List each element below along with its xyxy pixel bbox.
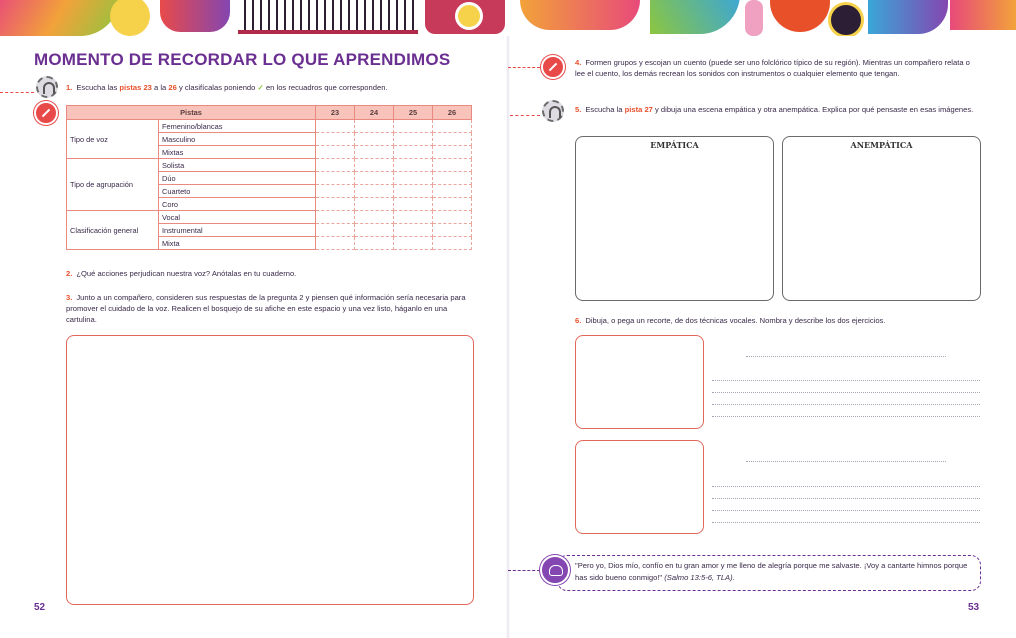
row-group-label: Tipo de agrupación — [67, 159, 159, 211]
answer-cell[interactable] — [394, 159, 433, 172]
answer-cell[interactable] — [316, 159, 355, 172]
answer-cell[interactable] — [316, 198, 355, 211]
description-line[interactable] — [712, 486, 980, 487]
answer-cell[interactable] — [316, 237, 355, 250]
decorative-banner — [0, 0, 1016, 36]
answer-cell[interactable] — [433, 224, 472, 237]
question-1: 1. Escucha las pistas 23 a la 26 y clasifícalas poniendo ✓ en los recuadros que corresponden. — [66, 83, 388, 92]
answer-cell[interactable] — [394, 133, 433, 146]
answer-cell[interactable] — [355, 146, 394, 159]
row-group-label: Clasificación general — [67, 211, 159, 250]
pencil-icon — [541, 55, 565, 79]
row-group-label: Tipo de voz — [67, 120, 159, 159]
answer-cell[interactable] — [316, 146, 355, 159]
question-3: 3. Junto a un compañero, consideren sus respuestas de la pregunta 2 y piensen qué información sería necesaria para promover el cuidado de la voz. Realicen el bosquejo de su afiche en este espacio y una vez listo, háganlo en una cartulina. — [66, 293, 466, 324]
answer-cell[interactable] — [355, 159, 394, 172]
row-label: Dúo — [159, 172, 316, 185]
answer-cell[interactable] — [394, 237, 433, 250]
name-line-2[interactable] — [746, 461, 946, 462]
page-title: MOMENTO DE RECORDAR LO QUE APRENDIMOS — [34, 50, 451, 69]
description-line[interactable] — [712, 498, 980, 499]
headphones-icon — [36, 76, 58, 98]
answer-cell[interactable] — [433, 237, 472, 250]
column-header: 24 — [355, 106, 394, 120]
answer-cell[interactable] — [394, 120, 433, 133]
bible-quote: "Pero yo, Dios mío, confío en tu gran amor y me lleno de alegría porque me salvaste. ¡Voy a cantarte himnos porque has sido bueno conmigo!" (Salmo 13:5-6, TLA). — [575, 561, 968, 582]
row-label: Mixta — [159, 237, 316, 250]
answer-cell[interactable] — [433, 120, 472, 133]
answer-cell[interactable] — [355, 237, 394, 250]
answer-cell[interactable] — [433, 133, 472, 146]
column-header: 26 — [433, 106, 472, 120]
answer-cell[interactable] — [433, 159, 472, 172]
row-label: Femenino/blancas — [159, 120, 316, 133]
poster-sketch-area[interactable] — [66, 335, 474, 605]
description-line[interactable] — [712, 416, 980, 417]
divider — [510, 115, 540, 116]
question-6: 6. Dibuja, o pega un recorte, de dos técnicas vocales. Nombra y describe los dos ejercicios. — [575, 316, 886, 325]
question-5: 5. Escucha la pista 27 y dibuja una escena empática y otra anempática. Explica por qué pensaste en esas imágenes. — [575, 105, 974, 114]
table-header: Pistas — [67, 106, 316, 120]
description-line[interactable] — [712, 392, 980, 393]
description-line[interactable] — [712, 522, 980, 523]
page-spine — [506, 36, 510, 638]
answer-cell[interactable] — [355, 120, 394, 133]
question-4: 4. Formen grupos y escojan un cuento (puede ser uno folclórico típico de su región). Mientras un compañero relata o lee el cuento, los demás recrean los sonidos con instrumentos o cualquier elemento que tengan. — [575, 58, 970, 78]
pencil-icon — [34, 101, 58, 125]
name-line-1[interactable] — [746, 356, 946, 357]
anempathic-drawing-box[interactable] — [782, 136, 981, 301]
row-label: Masculino — [159, 133, 316, 146]
answer-cell[interactable] — [394, 198, 433, 211]
answer-cell[interactable] — [433, 146, 472, 159]
description-line[interactable] — [712, 404, 980, 405]
answer-cell[interactable] — [355, 185, 394, 198]
answer-cell[interactable] — [316, 224, 355, 237]
divider — [0, 92, 34, 93]
answer-cell[interactable] — [394, 211, 433, 224]
answer-cell[interactable] — [316, 133, 355, 146]
classification-table — [66, 105, 472, 250]
divider — [508, 67, 540, 68]
column-header: 25 — [394, 106, 433, 120]
technique-1-drawing-box[interactable] — [575, 335, 704, 429]
answer-cell[interactable] — [394, 185, 433, 198]
heart-praise-icon — [540, 555, 570, 585]
answer-cell[interactable] — [394, 224, 433, 237]
answer-cell[interactable] — [355, 224, 394, 237]
answer-cell[interactable] — [316, 120, 355, 133]
answer-cell[interactable] — [316, 185, 355, 198]
page-number: 53 — [968, 602, 980, 613]
answer-cell[interactable] — [316, 172, 355, 185]
row-label: Vocal — [159, 211, 316, 224]
row-label: Mixtas — [159, 146, 316, 159]
row-label: Solista — [159, 159, 316, 172]
answer-cell[interactable] — [355, 211, 394, 224]
empathic-drawing-box[interactable] — [575, 136, 774, 301]
answer-cell[interactable] — [394, 172, 433, 185]
question-2: 2. ¿Qué acciones perjudican nuestra voz? Anótalas en tu cuaderno. — [66, 269, 297, 278]
answer-cell[interactable] — [433, 211, 472, 224]
answer-cell[interactable] — [355, 198, 394, 211]
answer-cell[interactable] — [394, 146, 433, 159]
divider — [508, 570, 540, 571]
box-label: EMPÁTICA — [650, 140, 699, 150]
page-number: 52 — [34, 602, 46, 613]
row-label: Cuarteto — [159, 185, 316, 198]
answer-cell[interactable] — [316, 211, 355, 224]
description-line[interactable] — [712, 510, 980, 511]
answer-cell[interactable] — [433, 172, 472, 185]
headphones-icon — [542, 100, 564, 122]
technique-2-drawing-box[interactable] — [575, 440, 704, 534]
row-label: Coro — [159, 198, 316, 211]
box-label: ANEMPÁTICA — [850, 140, 913, 150]
answer-cell[interactable] — [433, 185, 472, 198]
checkmark-icon: ✓ — [257, 83, 264, 92]
answer-cell[interactable] — [355, 172, 394, 185]
answer-cell[interactable] — [355, 133, 394, 146]
description-line[interactable] — [712, 380, 980, 381]
answer-cell[interactable] — [433, 198, 472, 211]
column-header: 23 — [316, 106, 355, 120]
row-label: Instrumental — [159, 224, 316, 237]
